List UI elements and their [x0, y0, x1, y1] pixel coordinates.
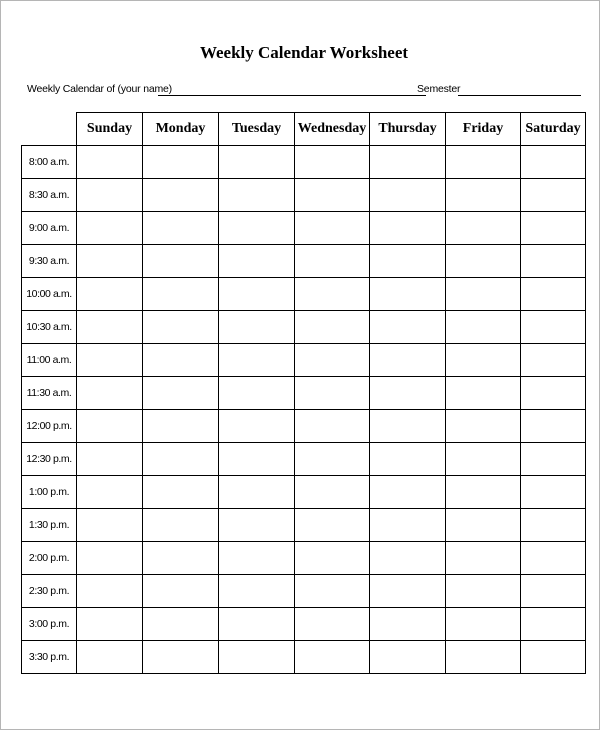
- name-field[interactable]: [158, 95, 426, 96]
- calendar-cell[interactable]: [219, 377, 295, 410]
- time-label: 8:00 a.m.: [22, 146, 77, 179]
- calendar-cell[interactable]: [370, 311, 446, 344]
- calendar-cell[interactable]: [77, 245, 143, 278]
- time-slot-row: [22, 608, 586, 641]
- calendar-cell[interactable]: [77, 608, 143, 641]
- calendar-cell[interactable]: [370, 641, 446, 674]
- calendar-cell[interactable]: [143, 641, 219, 674]
- calendar-cell[interactable]: [295, 377, 370, 410]
- calendar-cell[interactable]: [521, 245, 586, 278]
- calendar-cell[interactable]: [77, 278, 143, 311]
- calendar-cell[interactable]: [295, 311, 370, 344]
- time-slot-row: [22, 443, 586, 476]
- calendar-cell[interactable]: [77, 575, 143, 608]
- calendar-cell[interactable]: [295, 476, 370, 509]
- calendar-cell[interactable]: [521, 377, 586, 410]
- calendar-cell[interactable]: [521, 476, 586, 509]
- calendar-cell[interactable]: [219, 245, 295, 278]
- calendar-cell[interactable]: [143, 278, 219, 311]
- calendar-cell[interactable]: [370, 575, 446, 608]
- calendar-cell[interactable]: [219, 311, 295, 344]
- calendar-cell[interactable]: [370, 476, 446, 509]
- time-slot-row: [22, 377, 586, 410]
- calendar-cell[interactable]: [521, 146, 586, 179]
- calendar-cell[interactable]: [143, 245, 219, 278]
- time-slot-row: [22, 476, 586, 509]
- calendar-cell[interactable]: [446, 278, 521, 311]
- calendar-cell[interactable]: [143, 443, 219, 476]
- calendar-cell[interactable]: [77, 476, 143, 509]
- time-label: 12:30 p.m.: [22, 443, 77, 476]
- calendar-cell[interactable]: [446, 344, 521, 377]
- calendar-cell[interactable]: [295, 509, 370, 542]
- calendar-cell[interactable]: [446, 476, 521, 509]
- time-slot-row: [22, 179, 586, 212]
- day-header-row: [22, 113, 586, 146]
- time-label: 2:00 p.m.: [22, 542, 77, 575]
- page-title: Weekly Calendar Worksheet: [199, 43, 409, 62]
- time-slot-row: [22, 575, 586, 608]
- day-header-tuesday: Tuesday: [219, 113, 295, 146]
- calendar-cell[interactable]: [370, 146, 446, 179]
- calendar-cell[interactable]: [219, 542, 295, 575]
- calendar-cell[interactable]: [77, 179, 143, 212]
- time-label: 12:00 p.m.: [22, 410, 77, 443]
- calendar-cell[interactable]: [295, 410, 370, 443]
- time-label: 3:30 p.m.: [22, 641, 77, 674]
- calendar-cell[interactable]: [77, 212, 143, 245]
- calendar-cell[interactable]: [521, 278, 586, 311]
- calendar-cell[interactable]: [77, 509, 143, 542]
- calendar-cell[interactable]: [446, 608, 521, 641]
- semester-field[interactable]: [458, 95, 581, 96]
- calendar-cell[interactable]: [446, 245, 521, 278]
- calendar-cell[interactable]: [143, 377, 219, 410]
- calendar-cell[interactable]: [370, 278, 446, 311]
- corner-cell: [22, 113, 77, 146]
- calendar-cell[interactable]: [295, 344, 370, 377]
- calendar-cell[interactable]: [143, 179, 219, 212]
- calendar-cell[interactable]: [521, 311, 586, 344]
- calendar-cell[interactable]: [219, 608, 295, 641]
- calendar-cell[interactable]: [446, 212, 521, 245]
- calendar-cell[interactable]: [521, 443, 586, 476]
- calendar-cell[interactable]: [370, 377, 446, 410]
- calendar-cell[interactable]: [295, 542, 370, 575]
- calendar-cell[interactable]: [219, 278, 295, 311]
- calendar-cell[interactable]: [77, 377, 143, 410]
- calendar-cell[interactable]: [143, 575, 219, 608]
- time-slot-row: [22, 146, 586, 179]
- day-header-monday: Monday: [143, 113, 219, 146]
- time-slots: [22, 146, 586, 674]
- time-label: 3:00 p.m.: [22, 608, 77, 641]
- calendar-cell[interactable]: [219, 212, 295, 245]
- calendar-cell[interactable]: [295, 212, 370, 245]
- time-slot-row: [22, 212, 586, 245]
- day-header-friday: Friday: [446, 113, 521, 146]
- calendar-cell[interactable]: [143, 542, 219, 575]
- calendar-cell[interactable]: [77, 641, 143, 674]
- calendar-cell[interactable]: [446, 410, 521, 443]
- calendar-cell[interactable]: [77, 344, 143, 377]
- time-label: 11:30 a.m.: [22, 377, 77, 410]
- calendar-cell[interactable]: [295, 245, 370, 278]
- calendar-cell[interactable]: [143, 344, 219, 377]
- calendar-cell[interactable]: [295, 146, 370, 179]
- calendar-cell[interactable]: [446, 509, 521, 542]
- calendar-cell[interactable]: [143, 311, 219, 344]
- calendar-cell[interactable]: [521, 608, 586, 641]
- time-slot-row: [22, 311, 586, 344]
- calendar-cell[interactable]: [219, 476, 295, 509]
- calendar-cell[interactable]: [370, 410, 446, 443]
- calendar-cell[interactable]: [521, 179, 586, 212]
- calendar-cell[interactable]: [521, 509, 586, 542]
- calendar-cell[interactable]: [295, 608, 370, 641]
- calendar-cell[interactable]: [446, 542, 521, 575]
- time-label: 9:00 a.m.: [22, 212, 77, 245]
- calendar-cell[interactable]: [77, 311, 143, 344]
- calendar-cell[interactable]: [446, 179, 521, 212]
- calendar-cell[interactable]: [143, 212, 219, 245]
- time-label: 9:30 a.m.: [22, 245, 77, 278]
- calendar-cell[interactable]: [446, 641, 521, 674]
- calendar-cell[interactable]: [370, 608, 446, 641]
- calendar-cell[interactable]: [370, 179, 446, 212]
- calendar-cell[interactable]: [77, 542, 143, 575]
- calendar-cell[interactable]: [219, 344, 295, 377]
- time-slot-row: [22, 641, 586, 674]
- calendar-cell[interactable]: [143, 608, 219, 641]
- calendar-cell[interactable]: [521, 344, 586, 377]
- time-slot-row: [22, 344, 586, 377]
- calendar-cell[interactable]: [219, 410, 295, 443]
- day-header-saturday: Saturday: [521, 113, 586, 146]
- time-slot-row: [22, 278, 586, 311]
- time-label: 10:30 a.m.: [22, 311, 77, 344]
- time-label: 8:30 a.m.: [22, 179, 77, 212]
- calendar-cell[interactable]: [521, 212, 586, 245]
- calendar-cell[interactable]: [295, 278, 370, 311]
- calendar-cell[interactable]: [295, 443, 370, 476]
- time-slot-row: [22, 245, 586, 278]
- calendar-cell[interactable]: [370, 212, 446, 245]
- day-header-sunday: Sunday: [77, 113, 143, 146]
- calendar-cell[interactable]: [219, 146, 295, 179]
- time-label: 1:30 p.m.: [22, 509, 77, 542]
- calendar-cell[interactable]: [143, 146, 219, 179]
- calendar-cell[interactable]: [446, 575, 521, 608]
- calendar-cell[interactable]: [521, 641, 586, 674]
- day-header-wednesday: Wednesday: [295, 113, 370, 146]
- calendar-cell[interactable]: [143, 476, 219, 509]
- time-slot-row: [22, 410, 586, 443]
- calendar-cell[interactable]: [370, 542, 446, 575]
- calendar-cell[interactable]: [521, 410, 586, 443]
- semester-label: Semester: [417, 83, 461, 95]
- calendar-cell[interactable]: [521, 542, 586, 575]
- calendar-cell[interactable]: [521, 575, 586, 608]
- calendar-cell[interactable]: [370, 443, 446, 476]
- calendar-cell[interactable]: [219, 179, 295, 212]
- calendar-cell[interactable]: [295, 179, 370, 212]
- time-slot-row: [22, 542, 586, 575]
- calendar-cell[interactable]: [295, 575, 370, 608]
- calendar-cell[interactable]: [219, 443, 295, 476]
- day-header-thursday: Thursday: [370, 113, 446, 146]
- calendar-cell[interactable]: [219, 509, 295, 542]
- time-slot-row: [22, 509, 586, 542]
- name-label: Weekly Calendar of (your name): [27, 83, 172, 95]
- calendar-cell[interactable]: [143, 410, 219, 443]
- calendar-cell[interactable]: [446, 443, 521, 476]
- calendar-cell[interactable]: [77, 146, 143, 179]
- calendar-cell[interactable]: [370, 245, 446, 278]
- calendar-cell[interactable]: [219, 641, 295, 674]
- calendar-cell[interactable]: [446, 377, 521, 410]
- calendar-cell[interactable]: [219, 575, 295, 608]
- calendar-cell[interactable]: [370, 509, 446, 542]
- calendar-cell[interactable]: [370, 344, 446, 377]
- time-label: 1:00 p.m.: [22, 476, 77, 509]
- calendar-cell[interactable]: [77, 443, 143, 476]
- calendar-grid: [21, 112, 586, 674]
- header-fields: [27, 83, 587, 97]
- time-label: 2:30 p.m.: [22, 575, 77, 608]
- calendar-cell[interactable]: [446, 146, 521, 179]
- time-label: 11:00 a.m.: [22, 344, 77, 377]
- calendar-cell[interactable]: [446, 311, 521, 344]
- calendar-cell[interactable]: [77, 410, 143, 443]
- time-label: 10:00 a.m.: [22, 278, 77, 311]
- calendar-cell[interactable]: [143, 509, 219, 542]
- calendar-cell[interactable]: [295, 641, 370, 674]
